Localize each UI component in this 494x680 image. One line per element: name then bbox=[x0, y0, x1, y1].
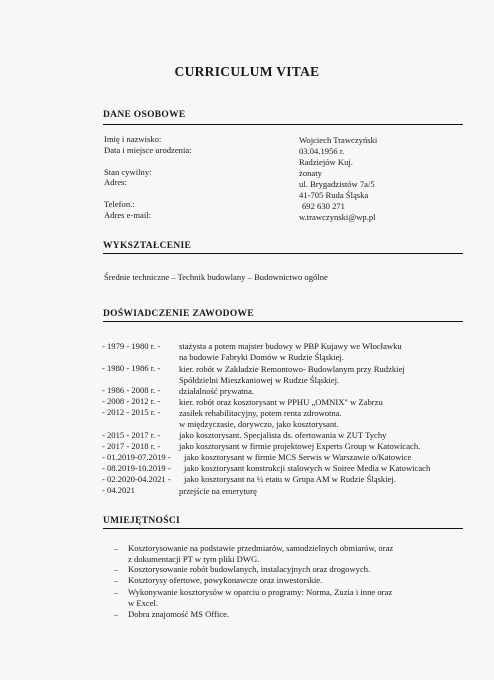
experience-text: kier. robót w Zakładzie Remontowo- Budowlanym przy Rudzkiej bbox=[179, 364, 405, 374]
experience-date: - 2017 - 2018 r. - bbox=[102, 441, 161, 451]
section-heading-experience: DOŚWIADCZENIE ZAWODOWE bbox=[103, 309, 254, 319]
bullet-dash-icon: – bbox=[114, 609, 119, 619]
value-birth-date: 03.04.1956 r. bbox=[299, 146, 345, 156]
experience-date: - 02.2020-04.2021 - bbox=[102, 474, 171, 484]
skill-item: Kosztorysy ofertowe, powykonawcze oraz inwestorskie. bbox=[128, 575, 323, 585]
experience-text: jako kosztorysant konstrukcji stalowych w Soiree Media w Katowicach bbox=[184, 463, 431, 473]
experience-text: jako kosztorysant na ½ etatu w Grupa AM w Rudzie Śląskiej. bbox=[184, 474, 396, 484]
section-heading-education: WYKSZTAŁCENIE bbox=[103, 241, 192, 251]
education-text: Średnie techniczne – Technik budowlany – Budownictwo ogólne bbox=[104, 272, 328, 282]
skill-item: Kosztorysowanie na podstawie przedmiarów, samodzielnych obmiarów, oraz bbox=[128, 543, 394, 553]
experience-date: - 04.2021 bbox=[102, 485, 135, 495]
value-address-line2: 41-705 Ruda Śląska bbox=[299, 190, 369, 200]
experience-text: zasiłek rehabilitacyjny, potem renta zdrowotna. bbox=[179, 408, 342, 418]
label-address: Adres: bbox=[104, 177, 127, 187]
bullet-dash-icon: – bbox=[114, 543, 119, 553]
section-heading-personal: DANE OSOBOWE bbox=[103, 110, 186, 120]
value-name: Wojciech Trawczyński bbox=[299, 135, 378, 145]
section-heading-skills: UMIEJĘTNOŚCI bbox=[103, 516, 180, 526]
section-divider bbox=[103, 321, 463, 322]
section-divider bbox=[103, 124, 463, 125]
skill-item: w Excel. bbox=[128, 598, 159, 608]
skill-item: Dobra znajomość MS Office. bbox=[128, 609, 230, 619]
bullet-dash-icon: – bbox=[114, 575, 119, 585]
experience-date: - 2012 - 2015 r. - bbox=[102, 407, 161, 417]
value-phone: 692 630 271 bbox=[302, 201, 345, 211]
skill-item: z dokumentacji PT w tym pliki DWG. bbox=[128, 554, 260, 564]
experience-text: jako kosztorysant w firmie projektowej Experts Group w Katowicach. bbox=[179, 441, 421, 451]
experience-text: jako kosztorysant w firmie MCS Serwis w Warszawie o/Katowice bbox=[184, 452, 412, 462]
label-name: Imię i nazwisko: bbox=[104, 134, 162, 144]
section-divider bbox=[103, 253, 463, 254]
experience-text: na budowie Fabryki Domów w Rudzie Śląskiej. bbox=[179, 352, 344, 362]
label-birth: Data i miejsce urodzenia: bbox=[104, 145, 192, 155]
experience-text: działalność prywatna. bbox=[179, 386, 254, 396]
experience-text: kier. robót oraz kosztorysant w PPHU „OMNIX" w Zabrzu bbox=[179, 397, 383, 407]
value-marital: żonaty bbox=[299, 168, 322, 178]
experience-text: w międzyczasie, dorywczo, jako kosztorysant. bbox=[179, 419, 339, 429]
skill-item: Wykonywanie kosztorysów w oparciu o programy: Norma, Zuzia i inne oraz bbox=[128, 587, 393, 597]
experience-text: jako kosztorysant. Specjalista ds. ofertowania w ZUT Tychy bbox=[179, 430, 387, 440]
experience-date: - 2008 - 2012 r. - bbox=[102, 396, 161, 406]
value-birth-place: Radziejów Kuj. bbox=[299, 157, 353, 167]
experience-date: - 08.2019-10.2019 - bbox=[102, 463, 171, 473]
bullet-dash-icon: – bbox=[114, 564, 119, 574]
experience-text: przejście na emeryturę bbox=[179, 486, 257, 496]
skill-item: Kosztorysowanie robót budowlanych, instalacyjnych oraz drogowych. bbox=[128, 564, 371, 574]
bullet-dash-icon: – bbox=[114, 587, 119, 597]
experience-date: - 01.2019-07.2019 - bbox=[102, 452, 171, 462]
document-title: CURRICULUM VITAE bbox=[174, 64, 320, 79]
value-address-line1: ul. Brygadzistów 7a/5 bbox=[299, 179, 375, 189]
label-email: Adres e-mail: bbox=[104, 210, 152, 220]
label-marital: Stan cywilny: bbox=[104, 167, 152, 177]
experience-date: - 1986 - 2008 r. - bbox=[102, 385, 161, 395]
experience-text: stażysta a potem majster budowy w PBP Kujawy we Włocławku bbox=[179, 341, 402, 351]
experience-date: - 1980 - 1986 r. - bbox=[102, 363, 161, 373]
label-phone: Telefon.: bbox=[104, 199, 135, 209]
experience-text: Spółdzielni Mieszkaniowej w Rudzie Śląskiej. bbox=[179, 375, 340, 385]
section-divider bbox=[103, 528, 463, 529]
value-email: w.trawczynski@wp.pl bbox=[299, 212, 376, 222]
experience-date: - 1979 - 1980 r. - bbox=[102, 341, 161, 351]
experience-date: - 2015 - 2017 r. - bbox=[102, 430, 161, 440]
